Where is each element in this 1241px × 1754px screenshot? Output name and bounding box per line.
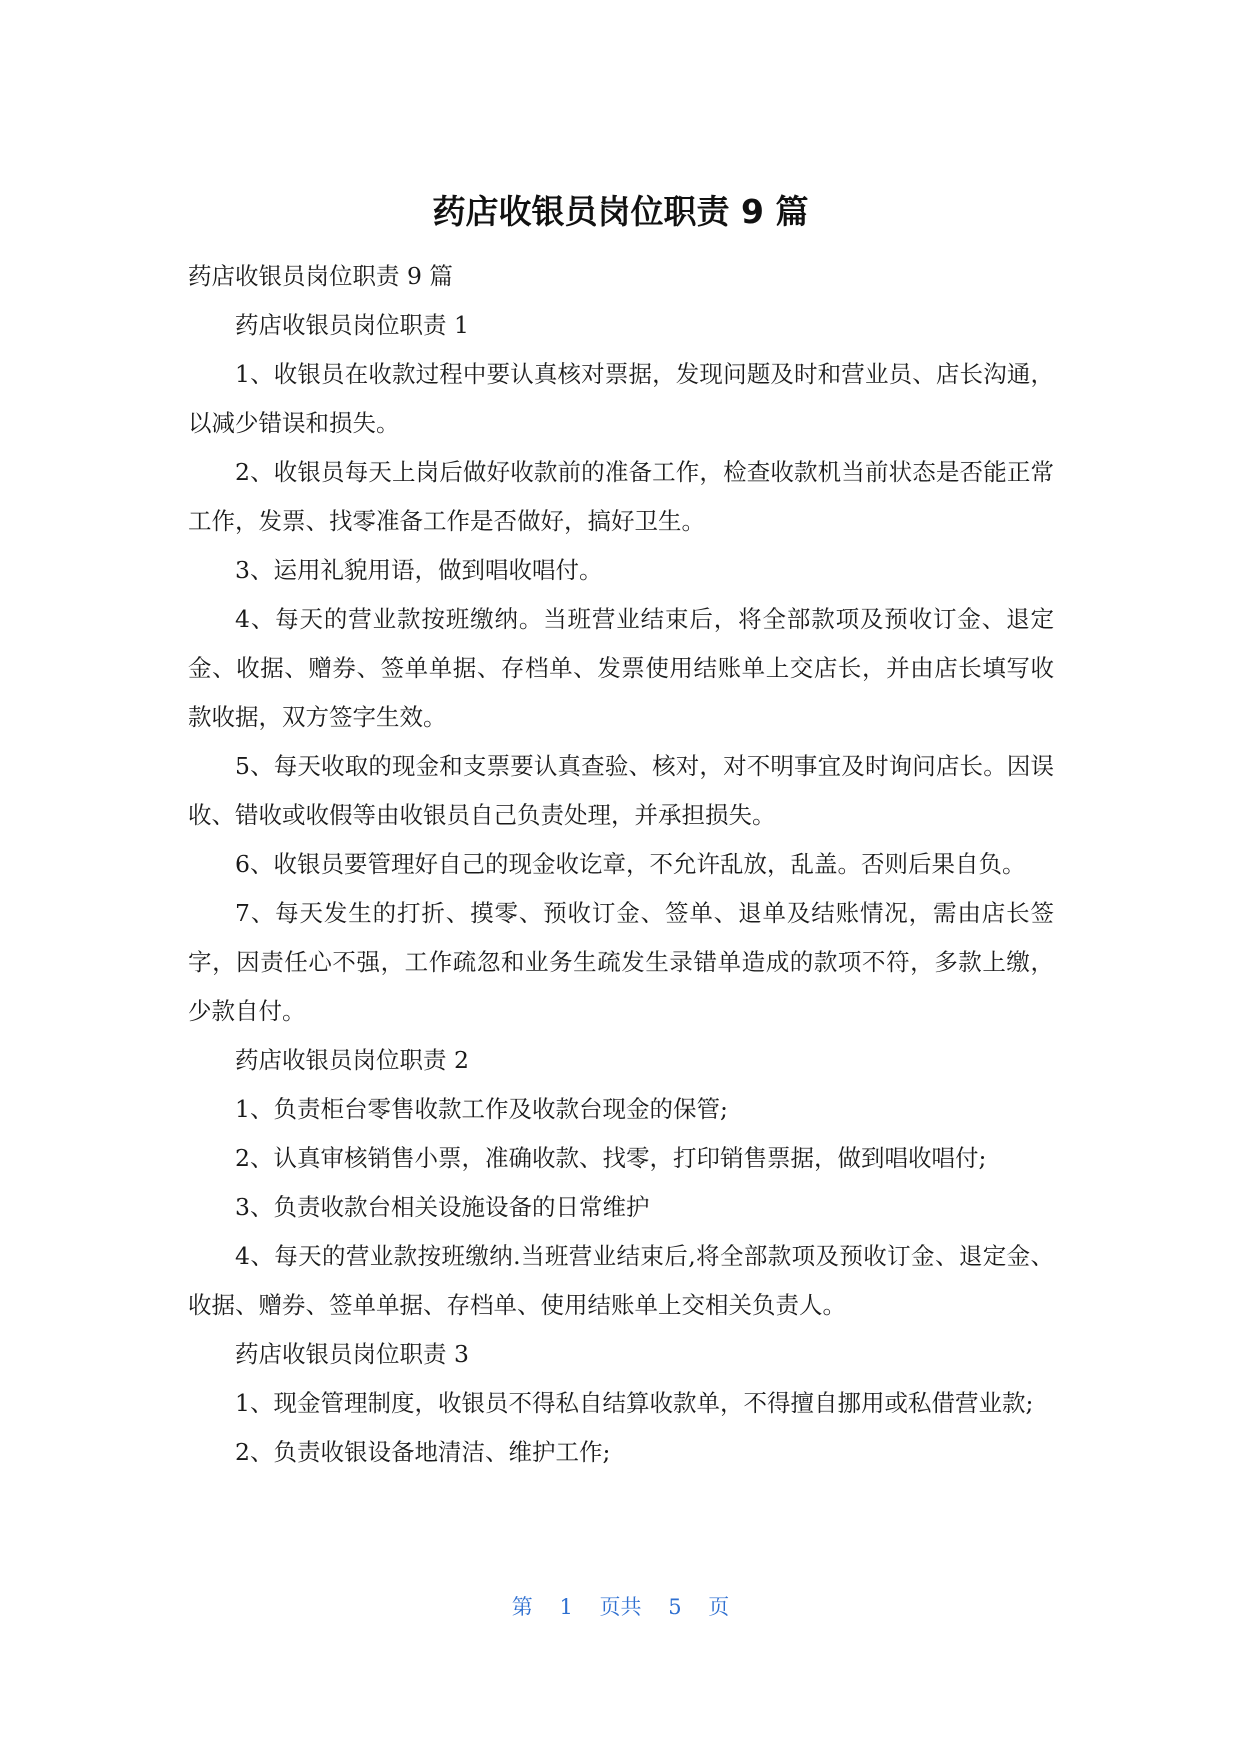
total-page-count: 5 [668,1595,682,1619]
section-heading: 药店收银员岗位职责 1 [235,311,469,339]
section-heading: 药店收银员岗位职责 3 [235,1340,469,1368]
paragraph: 7、每天发生的打折、摸零、预收订金、签单、退单及结账情况，需由店长签字，因责任心不强，工作疏忽和业务生疏发生录错单造成的款项不符，多款上缴，少款自付。 [188,899,1054,1025]
paragraph: 2、认真审核销售小票，准确收款、找零，打印销售票据，做到唱收唱付; [235,1144,987,1172]
footer-text: 第 [511,1595,533,1619]
paragraph: 3、负责收款台相关设施设备的日常维护 [235,1193,650,1221]
paragraph: 2、收银员每天上岗后做好收款前的准备工作，检查收款机当前状态是否能正常工作，发票、找零准备工作是否做好，搞好卫生。 [188,458,1054,535]
paragraph: 2、负责收银设备地清洁、维护工作; [235,1438,611,1466]
paragraph: 1、负责柜台零售收款工作及收款台现金的保管; [235,1095,728,1123]
paragraph: 3、运用礼貌用语，做到唱收唱付。 [235,556,603,584]
section-heading: 药店收银员岗位职责 2 [235,1046,469,1074]
footer-text: 页共 [599,1595,642,1619]
paragraph: 药店收银员岗位职责 9 篇 [188,262,453,290]
paragraph: 1、现金管理制度，收银员不得私自结算收款单，不得擅自挪用或私借营业款; [235,1389,1034,1417]
document-body [188,252,1054,1477]
paragraph: 6、收银员要管理好自己的现金收讫章，不允许乱放，乱盖。否则后果自负。 [235,850,1026,878]
paragraph: 4、每天的营业款按班缴纳.当班营业结束后,将全部款项及预收订金、退定金、收据、赠券、签单单据、存档单、使用结账单上交相关负责人。 [188,1242,1054,1319]
page-number-footer [0,1593,1241,1621]
footer-text: 页 [708,1595,730,1619]
paragraph: 5、每天收取的现金和支票要认真查验、核对，对不明事宜及时询问店长。因误收、错收或收假等由收银员自己负责处理，并承担损失。 [188,752,1054,829]
current-page-number: 1 [559,1595,573,1619]
paragraph: 1、收银员在收款过程中要认真核对票据，发现问题及时和营业员、店长沟通，以减少错误和损失。 [188,360,1054,437]
document-title: 药店收银员岗位职责 9 篇 [432,192,809,231]
paragraph: 4、每天的营业款按班缴纳。当班营业结束后，将全部款项及预收订金、退定金、收据、赠券、签单单据、存档单、发票使用结账单上交店长，并由店长填写收款收据，双方签字生效。 [188,605,1054,731]
